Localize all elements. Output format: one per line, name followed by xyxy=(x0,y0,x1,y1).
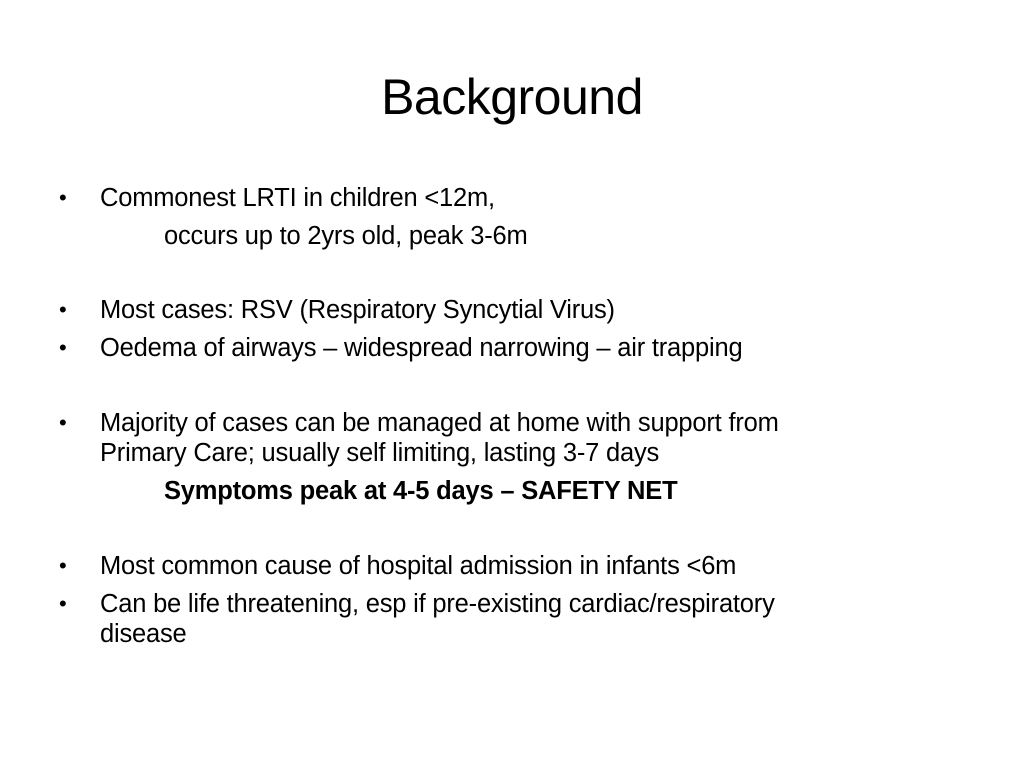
bullet-icon: • xyxy=(59,410,67,435)
bullet-text: Commonest LRTI in children <12m, xyxy=(100,184,495,212)
bullet-text: Most common cause of hospital admission in infants <6m xyxy=(100,552,737,580)
bullet-icon: • xyxy=(59,297,67,322)
bullet-icon: • xyxy=(59,335,67,360)
bullet-text: Can be life threatening, esp if pre-existing cardiac/respiratory xyxy=(100,590,775,618)
bullet-text: Majority of cases can be managed at home with support from xyxy=(100,409,779,437)
bullet-text-continued: Primary Care; usually self limiting, lasting 3-7 days xyxy=(100,439,660,467)
bullet-icon: • xyxy=(59,591,67,616)
bullet-text-continued: disease xyxy=(100,620,187,648)
sub-point-text: occurs up to 2yrs old, peak 3-6m xyxy=(164,222,528,250)
bullet-text: Most cases: RSV (Respiratory Syncytial Virus) xyxy=(100,296,615,324)
slide-title: Background xyxy=(381,69,643,125)
bullet-icon: • xyxy=(59,185,67,210)
bullet-icon: • xyxy=(59,553,67,578)
safety-net-text: Symptoms peak at 4-5 days – SAFETY NET xyxy=(164,477,678,505)
bullet-text: Oedema of airways – widespread narrowing – air trapping xyxy=(100,334,743,362)
